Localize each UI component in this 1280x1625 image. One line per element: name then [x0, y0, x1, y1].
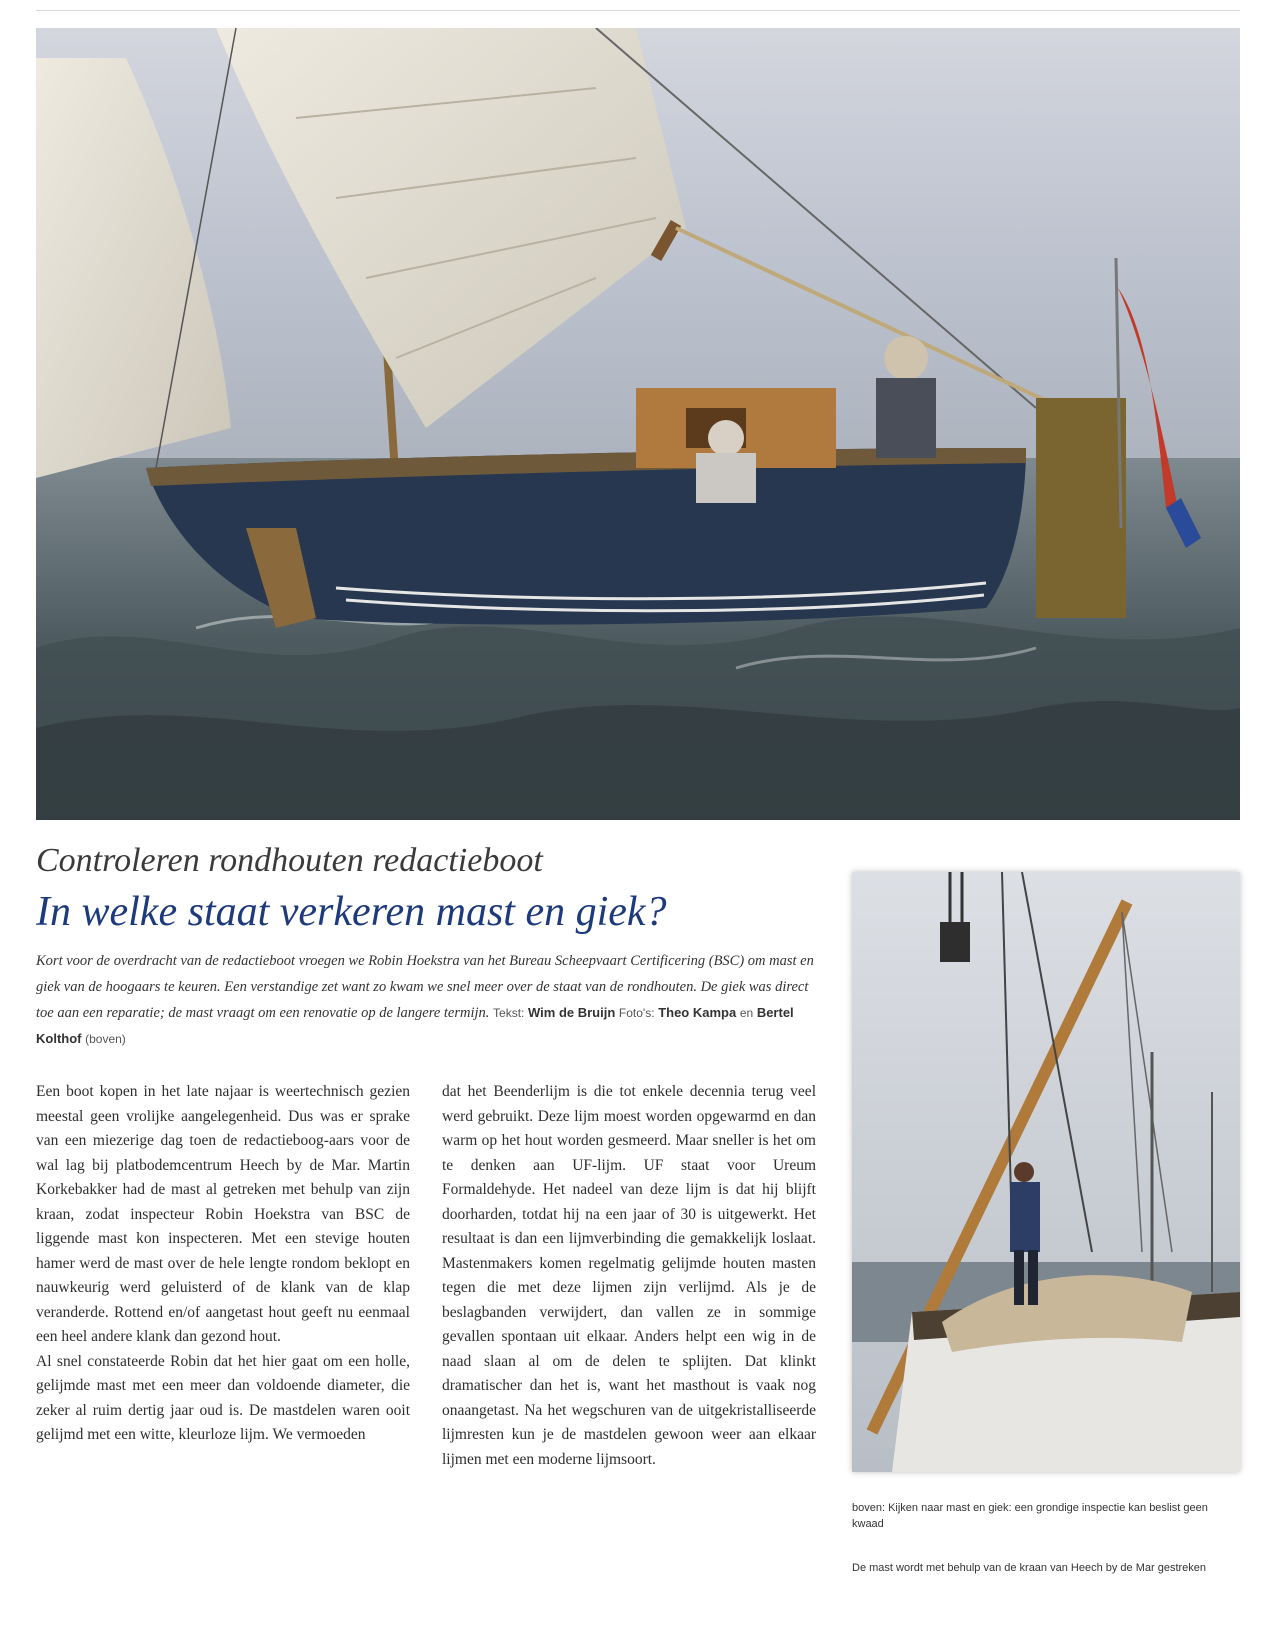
- article-kicker: Controleren rondhouten redactieboot: [36, 842, 543, 879]
- body-paragraph: Een boot kopen in het late najaar is weertechnisch gezien meestal geen vrolijke aangelegenheid. Dus was er sprake van een miezerige dag toen de redactieboog-aars voor de wal lag bij platbodemcentrum Heech by de Mar. Martin Korkebakker had de mast al getreken met behulp van zijn kraan, zodat inspecteur Robin Hoekstra van BSC de liggende mast kon inspecteren. Met een stevige houten hamer werd de mast over de hele lengte rondom beklopt en nauwkeurig werd geluisterd of de klank van de klap veranderde. Rottend en/of aangetast hout geeft nu eenmaal een heel andere klank dan gezond hout.: [36, 1083, 410, 1345]
- top-rule: [36, 10, 1240, 11]
- main-photo-sailing-boat: [36, 28, 1240, 820]
- photo-caption-2: De mast wordt met behulp van de kraan van Heech by de Mar gestreken: [852, 1562, 1207, 1574]
- body-paragraph: Al snel constateerde Robin dat het hier gaat om een holle, gelijmde mast met een meer dan voldoende diameter, die zeker al ruim dertig jaar oud is. De mastdelen waren ooit gelijmd met een witte, kleurloze lijm. We vermoeden: [36, 1352, 410, 1443]
- article-headline: In welke staat verkeren mast en giek?: [36, 889, 667, 935]
- credit-photo-label: Foto's:: [618, 1006, 655, 1020]
- lead-text: Kort voor de overdracht van de redactieboot vroegen we Robin Hoekstra van het Bureau Scheepvaart Certificering (BSC) om mast en giek van de hoogaars te keuren. Een verstandige zet want zo kwam we snel meer over de staat van de rondhouten. De giek was direct toe aan een reparatie; de mast vraagt om een renovatie op de langere termijn.: [36, 953, 814, 1021]
- credit-photo-note: (boven): [85, 1032, 126, 1046]
- body-column-1: [36, 1080, 410, 1448]
- credit-text-label: Tekst:: [493, 1006, 525, 1020]
- credit-photo-and: en: [739, 1006, 754, 1020]
- photo-caption-1: boven: Kijken naar mast en giek: een grondige inspectie kan beslist geen kwaad: [852, 1502, 1208, 1530]
- article-lead: [36, 948, 816, 1052]
- credit-text-author: Wim de Bruijn: [528, 1005, 616, 1020]
- side-photo-mast-crane: [852, 872, 1240, 1472]
- credit-photo-author-2: Bertel Kolthof: [36, 1005, 794, 1046]
- body-column-2: [442, 1080, 816, 1472]
- credit-photo-author-1: Theo Kampa: [658, 1005, 737, 1020]
- body-paragraph: dat het Beenderlijm is die tot enkele decennia terug veel werd gebruikt. Deze lijm moest worden opgewarmd en dan warm op het hout worden gesmeerd. Maar sneller is het om te denken aan UF-lijm. UF staat voor Ureum Formaldehyde. Het nadeel van deze lijm is dat hij blijft doorharden, totdat hij na een jaar of 30 is uitgewerkt. Het resultaat is dan een lijmverbinding die gemakkelijk loslaat. Mastenmakers komen regelmatig gelijmde houten masten tegen die met deze lijmen zijn verlijmd. Als je de beslagbanden verwijdert, dan vallen ze in sommige gevallen spontaan uit elkaar. Anders helpt een wig in de naad slaan al om de delen te splijten. Dat klinkt dramatischer dan het is, want het masthout is vaak nog onaangetast. Na het wegschuren van de uitgekristalliseerde lijmresten kun je de mastdelen gewoon weer aan elkaar lijmen met een moderne lijmsoort.: [442, 1083, 816, 1468]
